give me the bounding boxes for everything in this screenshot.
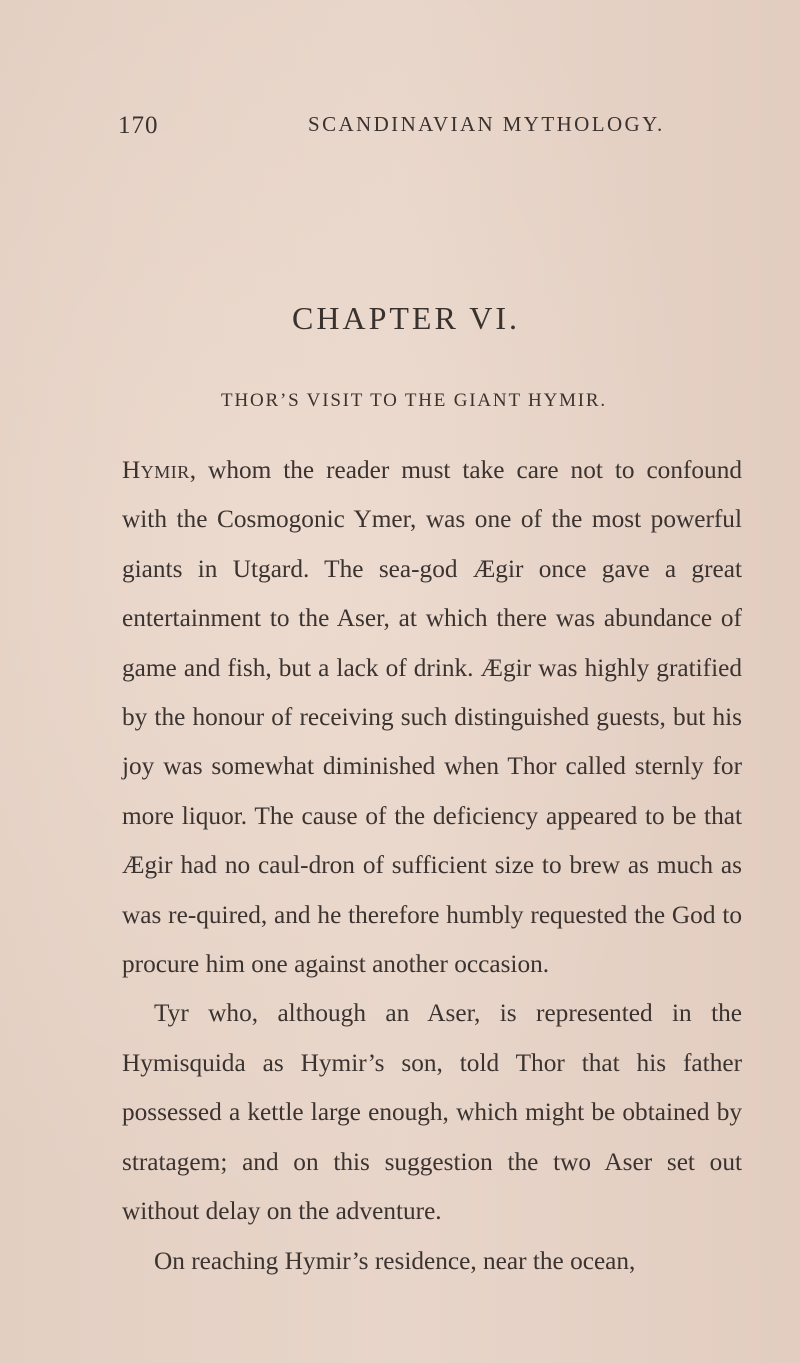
paragraph-lead-word: Hymir bbox=[122, 456, 190, 484]
body-text bbox=[122, 446, 742, 1286]
chapter-title: CHAPTER VI. bbox=[292, 300, 520, 336]
paragraph-1 bbox=[122, 446, 742, 989]
running-title: SCANDINAVIAN MYTHOLOGY. bbox=[308, 112, 665, 136]
chapter-subtitle: THOR’S VISIT TO THE GIANT HYMIR. bbox=[221, 390, 607, 411]
paragraph-3: On reaching Hymir’s residence, near the ocean, bbox=[154, 1246, 636, 1275]
paragraph-1-text: , whom the reader must take care not to confound with the Cosmogonic Ymer, was one of the most powerful giants in Utgard. The sea-god Ægir once gave a great entertainment to the Aser, at which there was abundance of game and fish, but a lack of drink. Ægir was highly gratified by the honour of receiving such distinguished guests, but his joy was somewhat diminished when Thor called sternly for more liquor. The cause of the deficiency appeared to be that Ægir had no caul-dron of sufficient size to brew as much as was re-quired, and he therefore humbly requested the God to procure him one against another occasion. bbox=[122, 456, 742, 979]
page-number: 170 bbox=[118, 112, 159, 139]
running-head bbox=[118, 112, 740, 146]
paragraph-2: Tyr who, although an Aser, is represented in the Hymisquida as Hymir’s son, told Thor that his father possessed a kettle large enough, which might be obtained by stratagem; and on this suggestion the two Aser set out without delay on the adventure. bbox=[122, 999, 742, 1226]
